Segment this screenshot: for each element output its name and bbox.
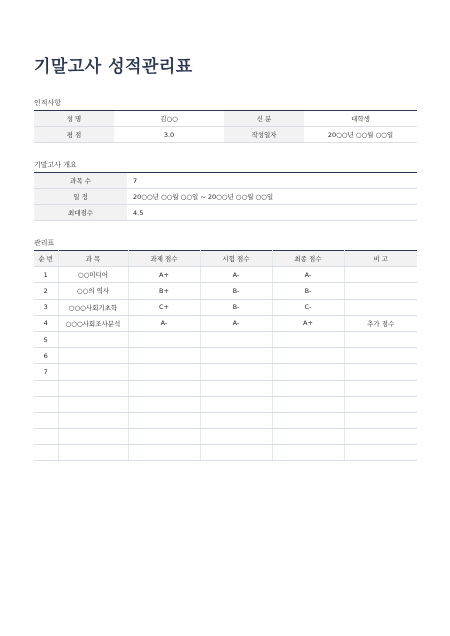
grades-table (34, 250, 417, 461)
cell-number: 3 (34, 299, 58, 315)
cell-final (272, 348, 344, 364)
cell-final (272, 380, 344, 396)
grades-row (34, 283, 417, 299)
cell-note (344, 267, 417, 283)
cell-subject: ○○미디어 (58, 267, 128, 283)
gpa-label: 평 점 (34, 127, 114, 143)
overview-row (34, 205, 417, 221)
col-header-final: 최종 점수 (272, 251, 344, 267)
cell-subject (58, 396, 128, 412)
cell-assignment: B+ (128, 283, 200, 299)
schedule-label: 일 정 (34, 189, 127, 205)
cell-final (272, 429, 344, 445)
cell-note (344, 412, 417, 428)
cell-assignment (128, 429, 200, 445)
cell-final (272, 396, 344, 412)
grades-row (34, 315, 417, 331)
cell-exam (200, 412, 272, 428)
personal-row (34, 111, 417, 127)
section-grades-label: 관리표 (34, 239, 55, 247)
cell-number (34, 412, 58, 428)
grades-row (34, 445, 417, 461)
col-header-subject: 과 목 (58, 251, 128, 267)
cell-subject: ○○○사회조사분석 (58, 315, 128, 331)
cell-note (344, 348, 417, 364)
cell-exam (200, 429, 272, 445)
cell-assignment (128, 396, 200, 412)
gpa-value: 3.0 (114, 127, 224, 143)
cell-subject (58, 331, 128, 347)
cell-final: A+ (272, 315, 344, 331)
cell-exam (200, 396, 272, 412)
cell-note (344, 429, 417, 445)
max-score-label: 최대점수 (34, 205, 127, 221)
cell-note (344, 331, 417, 347)
cell-subject (58, 412, 128, 428)
cell-exam (200, 364, 272, 380)
grades-row (34, 429, 417, 445)
max-score-value: 4.5 (127, 205, 417, 221)
name-label: 성 명 (34, 111, 114, 127)
cell-number: 1 (34, 267, 58, 283)
grades-row (34, 331, 417, 347)
cell-assignment (128, 331, 200, 347)
cell-number (34, 429, 58, 445)
cell-final (272, 412, 344, 428)
cell-assignment: C+ (128, 299, 200, 315)
cell-number (34, 396, 58, 412)
cell-exam: A- (200, 267, 272, 283)
cell-assignment (128, 348, 200, 364)
cell-subject: ○○의 역사 (58, 283, 128, 299)
cell-note (344, 396, 417, 412)
cell-number: 6 (34, 348, 58, 364)
date-label: 작성일자 (224, 127, 304, 143)
cell-number: 2 (34, 283, 58, 299)
cell-assignment (128, 445, 200, 461)
cell-final (272, 331, 344, 347)
cell-subject (58, 348, 128, 364)
cell-note (344, 380, 417, 396)
cell-exam: B- (200, 299, 272, 315)
cell-exam: B- (200, 283, 272, 299)
cell-subject (58, 445, 128, 461)
status-label: 신 분 (224, 111, 304, 127)
page-title: 기말고사 성적관리표 (34, 57, 193, 77)
cell-assignment (128, 412, 200, 428)
cell-assignment: A+ (128, 267, 200, 283)
cell-final: A- (272, 267, 344, 283)
grades-row (34, 396, 417, 412)
cell-final: C- (272, 299, 344, 315)
cell-assignment: A- (128, 315, 200, 331)
grades-row (34, 364, 417, 380)
col-header-assignment: 과제 점수 (128, 251, 200, 267)
cell-final: B- (272, 283, 344, 299)
name-value: 김○○ (114, 111, 224, 127)
personal-row (34, 127, 417, 143)
cell-note (344, 445, 417, 461)
section-personal-label: 인적사항 (34, 99, 62, 107)
date-value: 20○○년 ○○월 ○○일 (304, 127, 417, 143)
cell-subject: ○○○사회기초학 (58, 299, 128, 315)
grades-row (34, 267, 417, 283)
col-header-number: 순 번 (34, 251, 58, 267)
grades-row (34, 412, 417, 428)
cell-number (34, 445, 58, 461)
col-header-exam: 시험 점수 (200, 251, 272, 267)
cell-note (344, 299, 417, 315)
overview-row (34, 173, 417, 189)
cell-exam (200, 445, 272, 461)
cell-exam (200, 380, 272, 396)
section-overview-label: 기말고사 개요 (34, 161, 77, 169)
cell-exam (200, 348, 272, 364)
cell-exam: A- (200, 315, 272, 331)
cell-final (272, 364, 344, 380)
subject-count-value: 7 (127, 173, 417, 189)
schedule-value: 20○○년 ○○월 ○○일 ~ 20○○년 ○○월 ○○일 (127, 189, 417, 205)
cell-number: 4 (34, 315, 58, 331)
grades-row (34, 348, 417, 364)
cell-number: 7 (34, 364, 58, 380)
status-value: 대학생 (304, 111, 417, 127)
cell-note (344, 364, 417, 380)
cell-subject (58, 364, 128, 380)
grades-row (34, 299, 417, 315)
col-header-note: 비 고 (344, 251, 417, 267)
cell-subject (58, 380, 128, 396)
cell-number: 5 (34, 331, 58, 347)
cell-note: 추가 점수 (344, 315, 417, 331)
grades-row (34, 380, 417, 396)
overview-row (34, 189, 417, 205)
personal-table (34, 110, 417, 143)
overview-table (34, 172, 417, 221)
cell-note (344, 283, 417, 299)
cell-number (34, 380, 58, 396)
cell-subject (58, 429, 128, 445)
cell-assignment (128, 364, 200, 380)
grades-header-row (34, 251, 417, 267)
cell-final (272, 445, 344, 461)
cell-assignment (128, 380, 200, 396)
cell-exam (200, 331, 272, 347)
subject-count-label: 과목 수 (34, 173, 127, 189)
